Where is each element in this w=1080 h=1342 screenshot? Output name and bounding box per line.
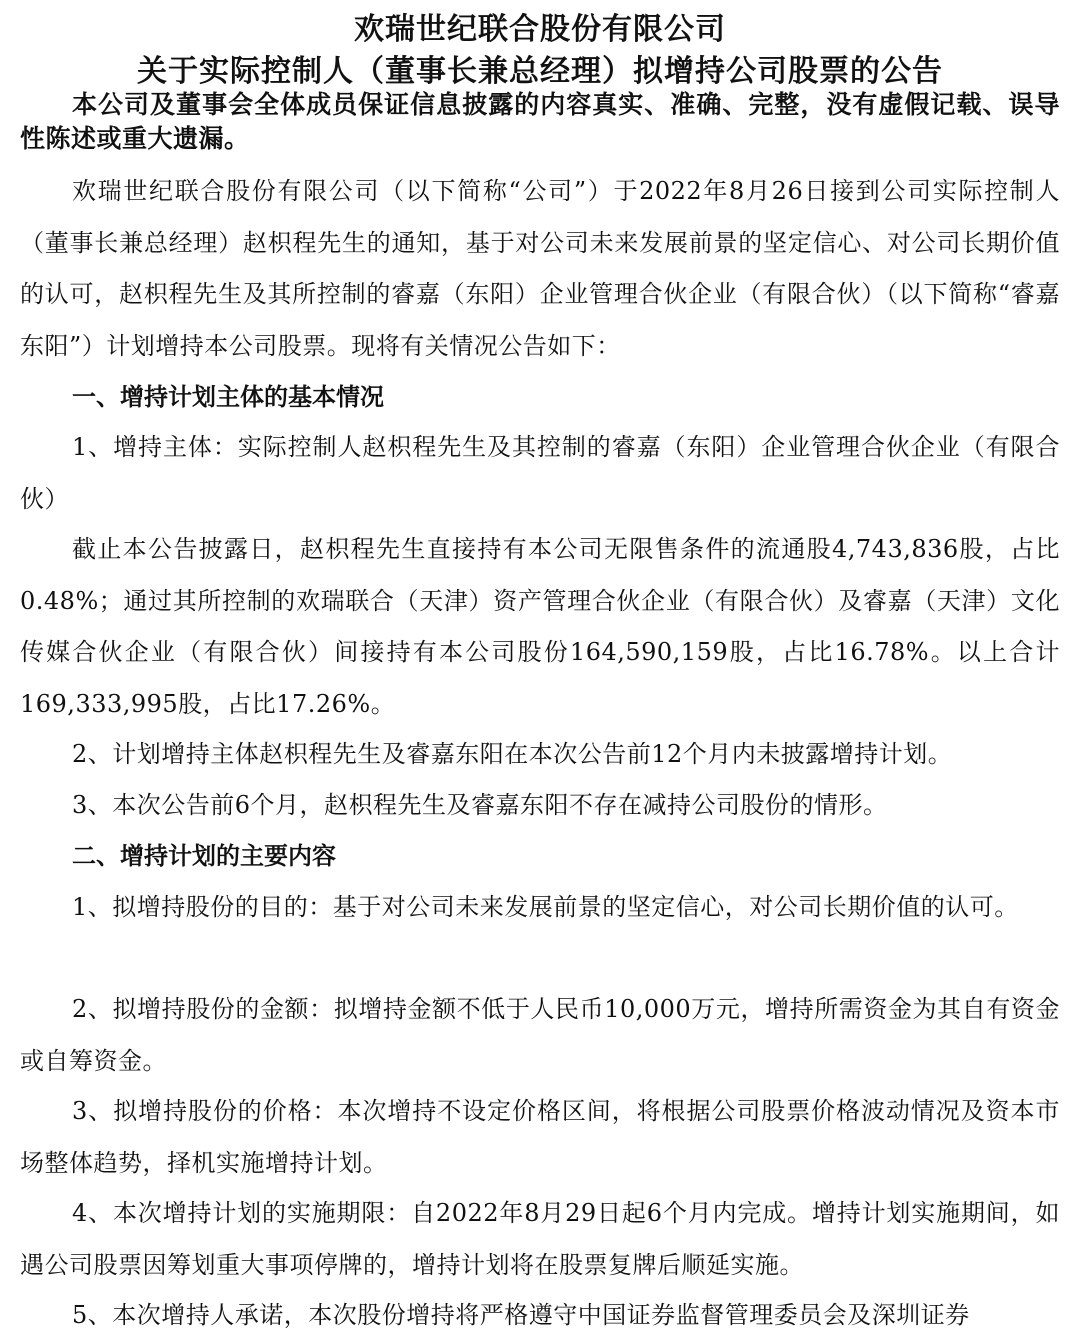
- section2-item2: 2、拟增持股份的金额：拟增持金额不低于人民币10,000万元，增持所需资金为其自有资金或自筹资金。: [20, 995, 1060, 1075]
- section2-item5: 5、本次增持人承诺，本次股份增持将严格遵守中国证券监督管理委员会及深圳证券: [72, 1301, 970, 1329]
- board-declaration: 本公司及董事会全体成员保证信息披露的内容真实、准确、完整，没有虚假记载、误导性陈述或重大遗漏。: [20, 90, 1060, 153]
- intro-paragraph: 欢瑞世纪联合股份有限公司（以下简称“公司”）于2022年8月26日接到公司实际控制人（董事长兼总经理）赵枳程先生的通知，基于对公司未来发展前景的坚定信心、对公司长期价值的认可，赵枳程先生及其所控制的睿嘉（东阳）企业管理合伙企业（有限合伙）（以下简称“睿嘉东阳”）计划增持本公司股票。现将有关情况公告如下：: [20, 177, 1060, 360]
- company-title: 欢瑞世纪联合股份有限公司: [354, 12, 726, 47]
- section2-heading: 二、增持计划的主要内容: [72, 842, 336, 870]
- section1-holdings: 截止本公告披露日，赵枳程先生直接持有本公司无限售条件的流通股4,743,836股，占比0.48%；通过其所控制的欢瑞联合（天津）资产管理合伙企业（有限合伙）及睿嘉（天津）文化传媒合伙企业（有限合伙）间接持有本公司股份164,590,159股，占比16.78%。以上合计169,333,995股，占比17.26%。: [20, 535, 1060, 718]
- section1-heading: 一、增持计划主体的基本情况: [72, 383, 384, 411]
- section2-item1: 1、拟增持股份的目的：基于对公司未来发展前景的坚定信心，对公司长期价值的认可。: [72, 893, 1019, 921]
- section2-item4: 4、本次增持计划的实施期限：自2022年8月29日起6个月内完成。增持计划实施期间，如遇公司股票因筹划重大事项停牌的，增持计划将在股票复牌后顺延实施。: [20, 1199, 1060, 1279]
- section1-item3: 3、本次公告前6个月，赵枳程先生及睿嘉东阳不存在减持公司股份的情形。: [72, 791, 888, 819]
- section1-item1: 1、增持主体：实际控制人赵枳程先生及其控制的睿嘉（东阳）企业管理合伙企业（有限合伙）: [20, 433, 1060, 513]
- section1-item2: 2、计划增持主体赵枳程先生及睿嘉东阳在本次公告前12个月内未披露增持计划。: [72, 740, 953, 768]
- section2-item3: 3、拟增持股份的价格：本次增持不设定价格区间，将根据公司股票价格波动情况及资本市场整体趋势，择机实施增持计划。: [20, 1097, 1060, 1177]
- announcement-title: 关于实际控制人（董事长兼总经理）拟增持公司股票的公告: [137, 54, 943, 89]
